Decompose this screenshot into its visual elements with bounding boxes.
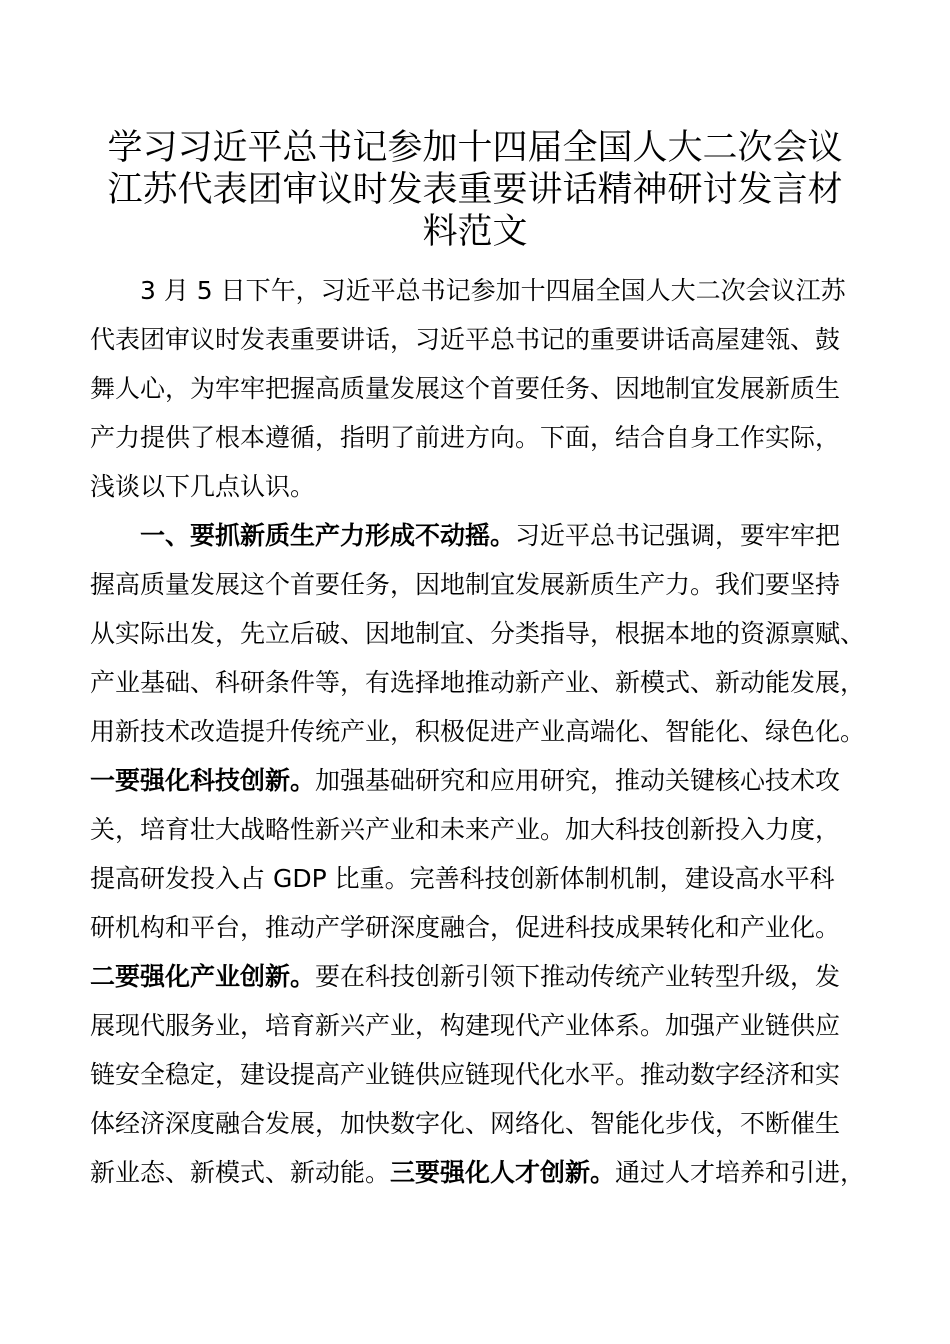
- title-line: 料范文: [422, 212, 528, 252]
- title-line: 学习习近平总书记参加十四届全国人大二次会议: [107, 128, 843, 168]
- text-line: 产力提供了根本遵循，指明了前进方向。下面，结合自身工作实际，: [90, 423, 841, 452]
- text-line: 浅谈以下几点认识。: [90, 472, 316, 501]
- title-line: 江苏代表团审议时发表重要讲话精神研讨发言材: [107, 170, 843, 210]
- document-title: [88, 127, 862, 253]
- text-line: 体经济深度融合发展，加快数字化、网络化、智能化步伐，不断催生: [90, 1109, 841, 1138]
- text-run: 要在科技创新引领下推动传统产业转型升级，发: [315, 962, 841, 991]
- text-line: 从实际出发，先立后破、因地制宜、分类指导，根据本地的资源禀赋、: [90, 619, 866, 648]
- text-line: [90, 1148, 880, 1197]
- text-line: 展现代服务业，培育新兴产业，构建现代产业体系。加强产业链供应: [90, 1011, 841, 1040]
- section-one-paragraph: [90, 511, 880, 1197]
- subsection-heading: 一要强化科技创新。: [90, 766, 316, 795]
- text-line: 关，培育壮大战略性新兴产业和未来产业。加大科技创新投入力度，: [90, 815, 841, 844]
- text-run: 习近平总书记强调，要牢牢把: [515, 521, 841, 550]
- text-line: 握高质量发展这个首要任务，因地制宜发展新质生产力。我们要坚持: [90, 570, 841, 599]
- text-line: 链安全稳定，建设提高产业链供应链现代化水平。推动数字经济和实: [90, 1060, 841, 1089]
- text-line: 产业基础、科研条件等，有选择地推动新产业、新模式、新动能发展，: [90, 668, 866, 697]
- text-run: 新业态、新模式、新动能。: [90, 1158, 391, 1187]
- text-line: 研机构和平台，推动产学研深度融合，促进科技成果转化和产业化。: [90, 913, 841, 942]
- text-line: 代表团审议时发表重要讲话，习近平总书记的重要讲话高屋建瓴、鼓: [90, 325, 841, 354]
- section-heading: 一、要抓新质生产力形成不动摇。: [140, 521, 516, 550]
- text-line: 舞人心，为牢牢把握高质量发展这个首要任务、因地制宜发展新质生: [90, 374, 841, 403]
- text-line: [90, 952, 880, 1001]
- text-line: [90, 511, 880, 560]
- text-line: 提高研发投入占 GDP 比重。完善科技创新体制机制，建设高水平科: [90, 864, 835, 893]
- text-line: 3 月 5 日下午，习近平总书记参加十四届全国人大二次会议江苏: [140, 276, 846, 305]
- text-run: 通过人才培养和引进，: [615, 1158, 866, 1187]
- text-line: 用新技术改造提升传统产业，积极促进产业高端化、智能化、绿色化。: [90, 717, 866, 746]
- text-line: [90, 756, 880, 805]
- subsection-heading: 三要强化人才创新。: [390, 1158, 616, 1187]
- intro-paragraph: [90, 266, 880, 511]
- text-run: 加强基础研究和应用研究，推动关键核心技术攻: [315, 766, 841, 795]
- subsection-heading: 二要强化产业创新。: [90, 962, 316, 991]
- document-body: [90, 266, 880, 1197]
